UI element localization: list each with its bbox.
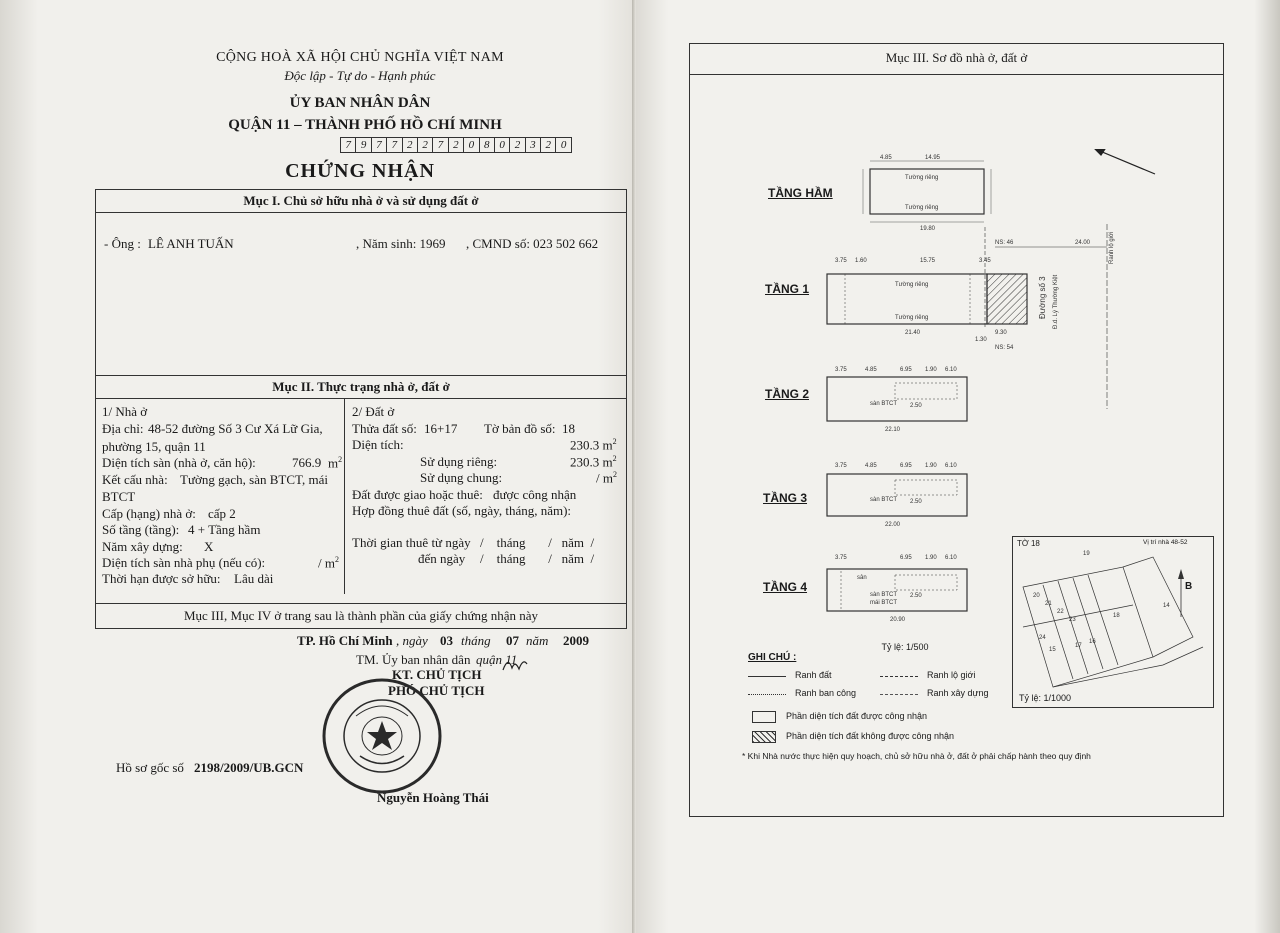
left-page [0,0,636,933]
motto: Độc lập - Tự do - Hạnh phúc [284,68,436,83]
label-private-wall-f1: Tường riêng [895,282,929,288]
floors-label: Số tầng (tầng): [102,522,180,537]
parcel-16: 16 [1089,639,1096,645]
legend-not-recognized: Phần diện tích đất không được công nhận [786,731,955,741]
label-private-wall: Tường riêng [905,175,939,181]
committee-title: ỦY BAN NHÂN DÂN [289,95,431,111]
parcel-20: 21 [1045,601,1052,607]
sign-year-label: năm [526,633,549,648]
dim-610-f4: 6.10 [945,555,957,561]
label-ns46: NS: 46 [995,240,1014,246]
label-street2: Đ.d. Lý Thường Kiệt [1053,274,1059,329]
floor-area-label: Diện tích sàn (nhà ở, căn hộ): [102,455,256,470]
label-private-wall-2: Tường riêng [905,205,939,211]
dim-375-f4: 3.75 [835,555,847,561]
floor-area-value: 766.9 [292,455,322,470]
sign-month: 07 [506,633,519,648]
certificate-title: CHỨNG NHẬN [285,160,435,182]
north-arrow-label: B [1185,581,1193,592]
serial-digit: 2 [541,138,556,152]
label-road-limit: Ranh lộ giới [1109,231,1115,264]
land-area-value: 230.3 $m^2$ [570,437,617,453]
address-line2: phường 15, quận 11 [102,439,206,454]
legend-line-land [748,676,786,677]
serial-digit: 7 [372,138,387,152]
year-label: Năm xây dựng: [102,539,183,554]
serial-digit: 0 [560,139,567,151]
grade-value: cấp 2 [208,506,236,521]
dim-250-f2: 2.50 [910,403,922,409]
floor-label-4: TẦNG 4 [763,580,808,594]
country-header: CỘNG HOÀ XÃ HỘI CHỦ NGHĨA VIỆT NAM [216,50,504,65]
sign-role1: KT. CHỦ TỊCH [392,667,482,682]
label-private-wall-f1b: Tường riêng [895,315,929,321]
dim-1980: 19.80 [920,226,936,232]
label-floor-f2: sàn BTCT [870,401,898,407]
parcel-22: 23 [1069,617,1076,623]
map-sheet-value: 18 [562,421,575,436]
location-inset [1012,536,1214,708]
dim-695-f3: 6.95 [900,463,912,469]
parcel-24: 15 [1049,647,1056,653]
dim-250-f3: 2.50 [910,499,922,505]
dim-190-f2: 1.90 [925,367,937,373]
inset-scale: Tỷ lệ: 1/1000 [1019,693,1072,703]
allocation-label: Đất được giao hoặc thuê: [352,487,483,502]
certificate-box [95,189,627,629]
serial-digit: 2 [449,138,464,152]
dim-485-f2: 4.85 [865,367,877,373]
lease-contract-label: Hợp đồng thuê đất (số, ngày, tháng, năm): [352,503,572,518]
serial-number [340,137,572,153]
file-number-label: Hồ sơ gốc số [116,760,184,775]
sign-role2: PHÓ CHỦ TỊCH [388,683,485,698]
label-floor-f3: sàn BTCT [870,497,898,503]
structure-label: Kết cấu nhà: [102,472,168,487]
serial-digit: 0 [495,138,510,152]
section-footer-note: Mục III, Mục IV ở trang sau là thành phần của giấy chứng nhận này [96,603,626,628]
signer-name: Nguyễn Hoàng Thái [377,790,489,805]
right-page [636,0,1280,933]
sign-org-handwritten: quận 11 [476,652,518,667]
legend-recognized: Phần diện tích đất được công nhận [786,711,928,721]
parcel-15: 14 [1163,603,1170,609]
dim-190-f3: 1.90 [925,463,937,469]
parcel-value: 16+17 [424,421,458,436]
floor-label-basement: TẦNG HẦM [768,186,833,200]
land-heading: 2/ Đất ở [352,404,395,419]
ownership-term-value: Lâu dài [234,571,274,586]
parcel-label: Thửa đất số: [352,421,417,436]
dim-345: 3.45 [979,258,991,264]
parcel-21: 22 [1057,609,1064,615]
dim-695-f4: 6.95 [900,555,912,561]
floor-label-1: TẦNG 1 [765,282,810,296]
section3-title: Mục III. Sơ đồ nhà ở, đất ở [690,44,1223,75]
parcel-23: 24 [1039,635,1046,641]
dim-2200: 22.00 [885,522,901,528]
section1-title: Mục I. Chủ sở hữu nhà ở và sử dụng đất ở [96,190,626,213]
common-use-label: Sử dụng chung: [420,470,503,485]
legend-land: Ranh đất [795,670,832,680]
grade-label: Cấp (hạng) nhà ở: [102,506,196,521]
legend-swatch-recognized [752,711,776,723]
sign-org: TM. Ủy ban nhân dân [356,652,471,667]
structure-value: Tường gạch, sàn BTCT, mái [180,472,328,487]
dim-130: 1.30 [975,337,987,343]
dim-2210: 22.10 [885,427,901,433]
owner-prefix: - Ông : [104,236,141,251]
inset-sheet: TỜ 18 [1017,539,1040,548]
sign-day: 03 [440,633,453,648]
legend-title: GHI CHÚ : [748,652,797,663]
legend-line-build [880,694,918,695]
dim-1495: 14.95 [925,155,941,161]
aux-area-value: / $m^2$ [318,555,339,571]
dim-2090: 20.90 [890,617,906,623]
allocation-value: được công nhận [493,487,577,502]
serial-digit: 2 [403,138,418,152]
sign-month-label: tháng [461,633,491,648]
dim-375-f2: 3.75 [835,367,847,373]
dim-695-f2: 6.95 [900,367,912,373]
label-street: Đường số 3 [1038,276,1047,319]
dim-610-f2: 6.10 [945,367,957,373]
sign-place: TP. Hồ Chí Minh [297,633,393,648]
dim-190-f4: 1.90 [925,555,937,561]
sign-year: 2009 [563,633,589,648]
common-use-value: / $m^2$ [596,470,617,486]
parcel-18: 18 [1113,613,1120,619]
year-value: X [204,539,214,554]
owner-birth: , Năm sinh: 1969 [356,236,446,251]
serial-digit: 9 [356,138,371,152]
serial-digit: 7 [387,138,402,152]
legend-road: Ranh lộ giới [927,670,976,680]
address-value: 48-52 đường Số 3 Cư Xá Lữ Gia, [148,421,323,436]
section3-box [689,43,1224,817]
house-heading: 1/ Nhà ở [102,404,148,419]
legend-note: * Khi Nhà nước thực hiện quy hoạch, chủ sở hữu nhà ở, đất ở phải chấp hành theo quy định [742,751,1091,761]
floor-label-3: TẦNG 3 [763,491,808,505]
serial-digit: 2 [510,138,525,152]
label-ns54: NS: 54 [995,345,1014,351]
legend-build: Ranh xây dựng [927,688,989,698]
serial-digit: 0 [464,138,479,152]
inset-label: Vị trí nhà 48-52 [1143,539,1188,546]
land-area-label: Diện tích: [352,437,404,452]
lease-to-label: đến ngày [418,551,466,566]
district-title: QUẬN 11 – THÀNH PHỐ HỒ CHÍ MINH [228,117,502,133]
dim-485: 4.85 [880,155,892,161]
dim-375: 3.75 [835,258,847,264]
owner-id: , CMND số: 023 502 662 [466,236,599,251]
parcel-17: 17 [1075,643,1082,649]
legend-swatch-not-recognized [752,731,776,743]
serial-digit: 8 [480,138,495,152]
official-seal [320,676,450,796]
owner-name: LÊ ANH TUẤN [148,236,234,251]
file-number-value: 2198/2009/UB.GCN [194,760,304,775]
lease-from-label: Thời gian thuê từ ngày [352,535,471,550]
dim-485-f3: 4.85 [865,463,877,469]
private-use-label: Sử dụng riêng: [420,454,498,469]
plan-scale: Tỷ lệ: 1/500 [881,642,929,652]
legend-line-road [880,676,918,677]
lease-from-date: / tháng / năm / [480,535,595,550]
dim-610-f3: 6.10 [945,463,957,469]
floor-area-unit: $m^2$ [328,455,343,471]
structure-line2: BTCT [102,489,136,504]
address-label: Địa chỉ: [102,421,144,436]
floor-label-2: TẦNG 2 [765,387,810,401]
dim-930: 9.30 [995,330,1007,336]
map-sheet-label: Tờ bản đồ số: [484,421,556,436]
section2-title: Mục II. Thực trạng nhà ở, đất ở [96,375,626,399]
legend-balcony: Ranh ban công [795,688,857,698]
inset-map [1013,547,1213,697]
ownership-term-label: Thời hạn được sở hữu: [102,571,221,586]
serial-digit: 3 [526,138,541,152]
dim-1575: 15.75 [920,258,936,264]
column-divider [344,398,345,594]
legend-line-balcony [748,694,786,695]
dim-375-f3: 3.75 [835,463,847,469]
dim-250-f4: 2.50 [910,593,922,599]
dim-2140: 21.40 [905,330,921,336]
label-skylight-f4: sân [857,575,867,581]
parcel-14: 19 [1083,551,1090,557]
serial-digit: 2 [418,138,433,152]
label-roof-f4: mái BTCT [870,600,897,606]
parcel-19: 20 [1033,593,1040,599]
dim-160: 1.60 [855,258,867,264]
aux-area-label: Diện tích sàn nhà phụ (nếu có): [102,555,266,570]
lease-to-date: / tháng / năm / [480,551,595,566]
serial-digit: 7 [341,138,356,152]
signature-mark [500,652,530,676]
dim-2400: 24.00 [1075,240,1091,246]
private-use-value: 230.3 $m^2$ [570,454,617,470]
sign-day-label: , ngày [396,633,428,648]
serial-digit: 7 [433,138,448,152]
label-floor-f4: sàn BTCT [870,592,898,598]
floors-value: 4 + Tầng hầm [188,522,261,537]
